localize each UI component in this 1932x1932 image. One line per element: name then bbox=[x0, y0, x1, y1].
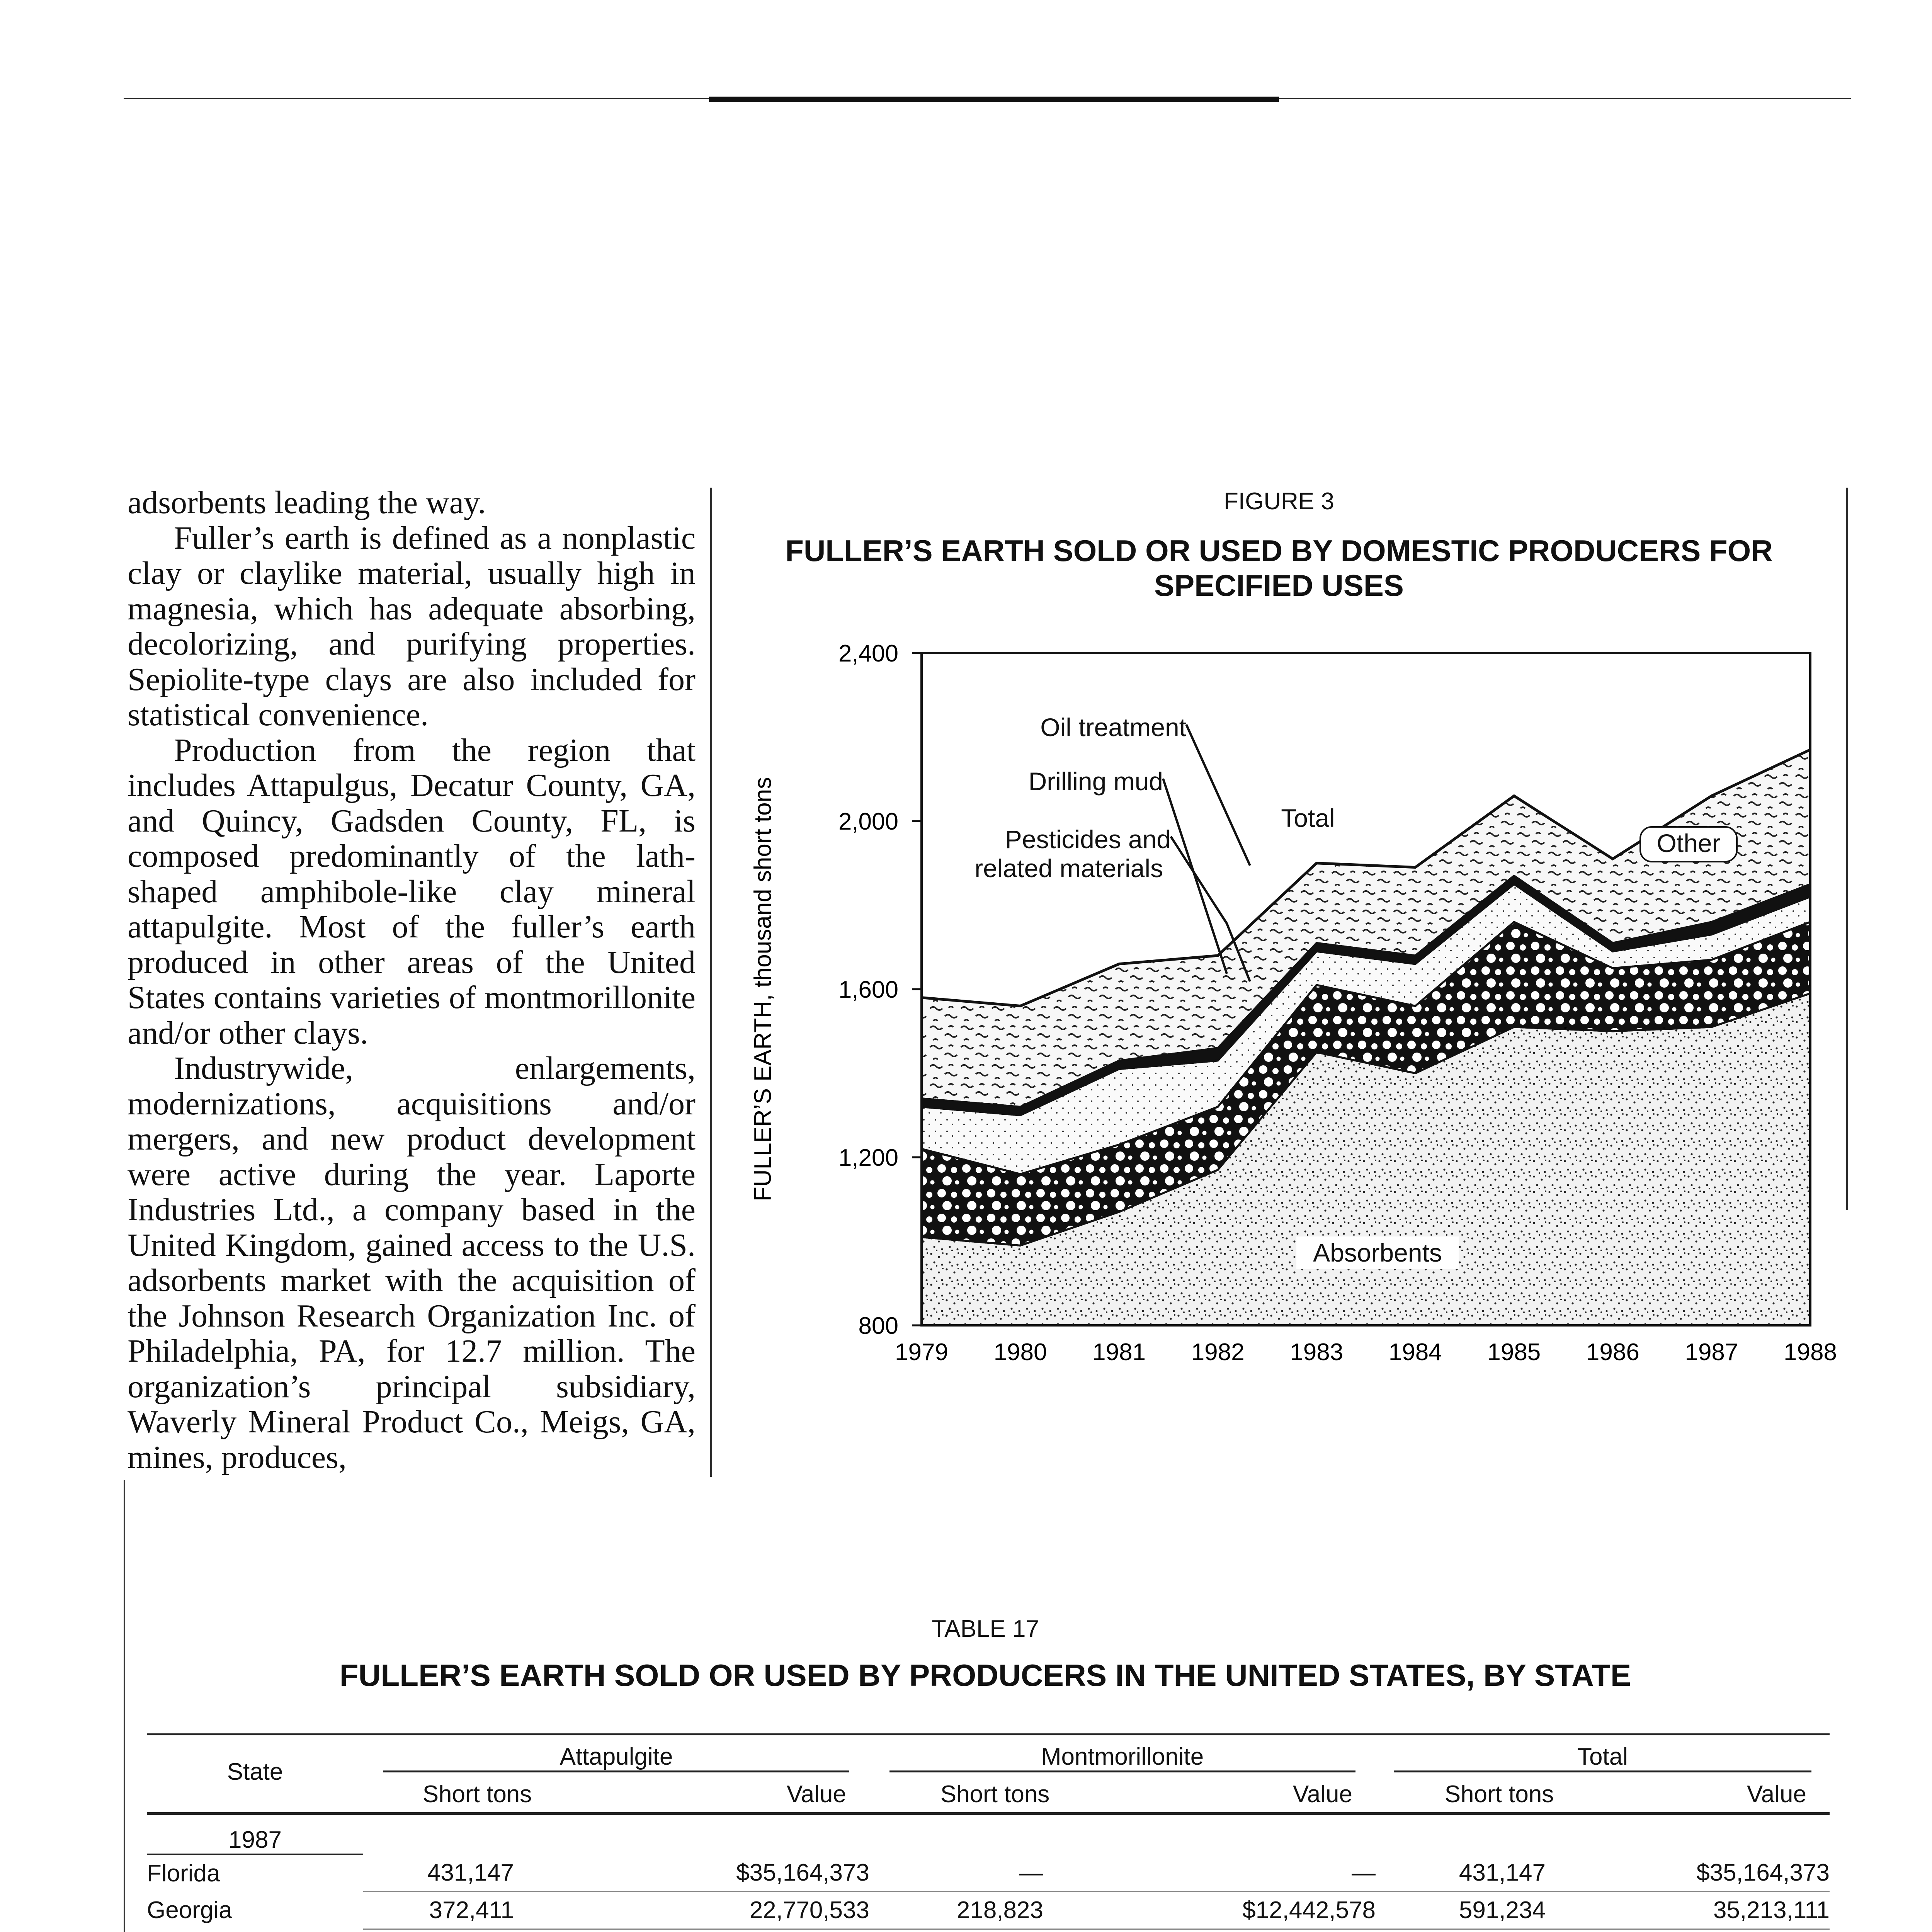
annotation-oil-treatment: Oil treatment bbox=[1040, 713, 1186, 742]
data-table bbox=[147, 1731, 1830, 1932]
table-cell bbox=[1121, 1929, 1376, 1932]
state-cell bbox=[147, 1891, 363, 1929]
empty-cell bbox=[1376, 1814, 1623, 1855]
header-total: Total bbox=[1394, 1743, 1811, 1772]
state-name: Georgia bbox=[147, 1897, 232, 1923]
paragraph: Industrywide, enlargements, modernizations, acquisitions and/or mergers, and new product development were active during the year. Laporte Industries Ltd., a company based in the United Kingdom, gained access to the U.S. adsorbents market with the acquisition of the Johnson Research Organization Inc. of Philadelphia, PA, for 12.7 million. The organization’s principal subsidiary, Waverly Mineral Product Co., Meigs, GA, mines, produces, bbox=[128, 1050, 696, 1475]
header-state: State bbox=[147, 1731, 363, 1814]
table-cell: 431,147 bbox=[1376, 1854, 1623, 1891]
table-cell bbox=[363, 1929, 591, 1932]
table-label: TABLE 17 bbox=[931, 1616, 1039, 1642]
subheader-short-tons: Short tons bbox=[363, 1776, 591, 1814]
empty-cell bbox=[1623, 1814, 1830, 1855]
column-divider bbox=[710, 488, 712, 1477]
table-title: FULLER’S EARTH SOLD OR USED BY PRODUCERS IN THE UNITED STATES, BY STATE bbox=[339, 1658, 1631, 1692]
y-tick-label: 2,000 bbox=[838, 808, 898, 835]
table-cell: $35,164,373 bbox=[1623, 1854, 1830, 1891]
subheader-value: Value bbox=[1121, 1776, 1376, 1814]
page-border bbox=[124, 1480, 125, 1932]
annotation-absorbents: Absorbents bbox=[1313, 1238, 1442, 1267]
x-tick-label: 1983 bbox=[1290, 1339, 1344, 1366]
subheader-value: Value bbox=[591, 1776, 869, 1814]
y-tick-label: 1,200 bbox=[838, 1145, 898, 1171]
paragraph: Production from the region that includes Attapulgus, Decatur County, GA, and Quincy, Gadsden County, FL, is composed predominantly of the lath-shaped amphibole-like clay mineral attapulgite. Most of the fuller’s earth produced in other areas of the United States contains varieties of montmorillonite and/or other clays. bbox=[128, 732, 696, 1051]
table-subheader-row bbox=[147, 1776, 1830, 1814]
stacked-area-chart bbox=[713, 618, 1849, 1395]
table-cell: — bbox=[1121, 1854, 1376, 1891]
x-tick-label: 1986 bbox=[1586, 1339, 1639, 1366]
body-text-column bbox=[128, 485, 696, 1475]
header-rule-accent bbox=[709, 97, 1279, 102]
x-tick-label: 1988 bbox=[1784, 1339, 1837, 1366]
subheader-short-tons: Short tons bbox=[869, 1776, 1121, 1814]
x-tick-label: 1980 bbox=[993, 1339, 1047, 1366]
x-tick-label: 1981 bbox=[1092, 1339, 1146, 1366]
pointer-oil-treatment bbox=[1186, 724, 1250, 866]
x-tick-label: 1987 bbox=[1685, 1339, 1738, 1366]
y-axis-label: FULLER’S EARTH, thousand short tons bbox=[750, 777, 776, 1202]
state-cell bbox=[147, 1929, 363, 1932]
figure-label: FIGURE 3 bbox=[1224, 488, 1334, 515]
paragraph: adsorbents leading the way. bbox=[128, 485, 486, 520]
table-cell: 35,213,111 bbox=[1623, 1891, 1830, 1929]
y-tick-label: 800 bbox=[858, 1313, 898, 1339]
paragraph: Fuller’s earth is defined as a nonplastic clay or claylike material, usually high in magnesia, which has adequate absorbing, decolorizing, and purifying properties. Sepiolite-type clays are also included for statistical convenience. bbox=[128, 520, 696, 733]
table-header-row bbox=[147, 1731, 1830, 1776]
table-cell: 22,770,533 bbox=[591, 1891, 869, 1929]
table-cell: $12,442,578 bbox=[1121, 1891, 1376, 1929]
table-row bbox=[147, 1929, 1830, 1932]
subheader-value: Value bbox=[1623, 1776, 1830, 1814]
table-row bbox=[147, 1854, 1830, 1891]
y-tick-label: 1,600 bbox=[838, 976, 898, 1003]
x-tick-label: 1984 bbox=[1388, 1339, 1442, 1366]
table-cell bbox=[1623, 1929, 1830, 1932]
table-cell bbox=[869, 1929, 1121, 1932]
table-cell: 372,411 bbox=[363, 1891, 591, 1929]
table-cell: 591,234 bbox=[1376, 1891, 1623, 1929]
table-cell: — bbox=[869, 1854, 1121, 1891]
table-cell: 431,147 bbox=[363, 1854, 591, 1891]
annotation-drilling-mud: Drilling mud bbox=[1028, 767, 1163, 796]
year-label: 1987 bbox=[147, 1814, 363, 1855]
annotation-pesticides: Pesticides and bbox=[1005, 825, 1171, 854]
empty-cell bbox=[363, 1814, 591, 1855]
empty-cell bbox=[591, 1814, 869, 1855]
x-tick-label: 1982 bbox=[1191, 1339, 1245, 1366]
empty-cell bbox=[1121, 1814, 1376, 1855]
x-tick-label: 1979 bbox=[895, 1339, 948, 1366]
state-name: Florida bbox=[147, 1860, 220, 1887]
figure-title: FULLER’S EARTH SOLD OR USED BY DOMESTIC PRODUCERS FOR SPECIFIED USES bbox=[785, 534, 1773, 602]
annotation-other: Other bbox=[1656, 829, 1721, 857]
annotation-total: Total bbox=[1281, 804, 1335, 832]
table-cell bbox=[1376, 1929, 1623, 1932]
table-row bbox=[147, 1891, 1830, 1929]
table-year-row bbox=[147, 1814, 1830, 1855]
subheader-short-tons: Short tons bbox=[1376, 1776, 1623, 1814]
y-tick-label: 2,400 bbox=[838, 640, 898, 667]
table-cell: $35,164,373 bbox=[591, 1854, 869, 1891]
annotation-related-materials: related materials bbox=[975, 854, 1163, 883]
table-cell bbox=[591, 1929, 869, 1932]
x-tick-label: 1985 bbox=[1487, 1339, 1541, 1366]
header-attapulgite: Attapulgite bbox=[383, 1743, 849, 1772]
empty-cell bbox=[869, 1814, 1121, 1855]
table-cell: 218,823 bbox=[869, 1891, 1121, 1929]
state-cell bbox=[147, 1854, 363, 1891]
header-montmorillonite: Montmorillonite bbox=[889, 1743, 1355, 1772]
